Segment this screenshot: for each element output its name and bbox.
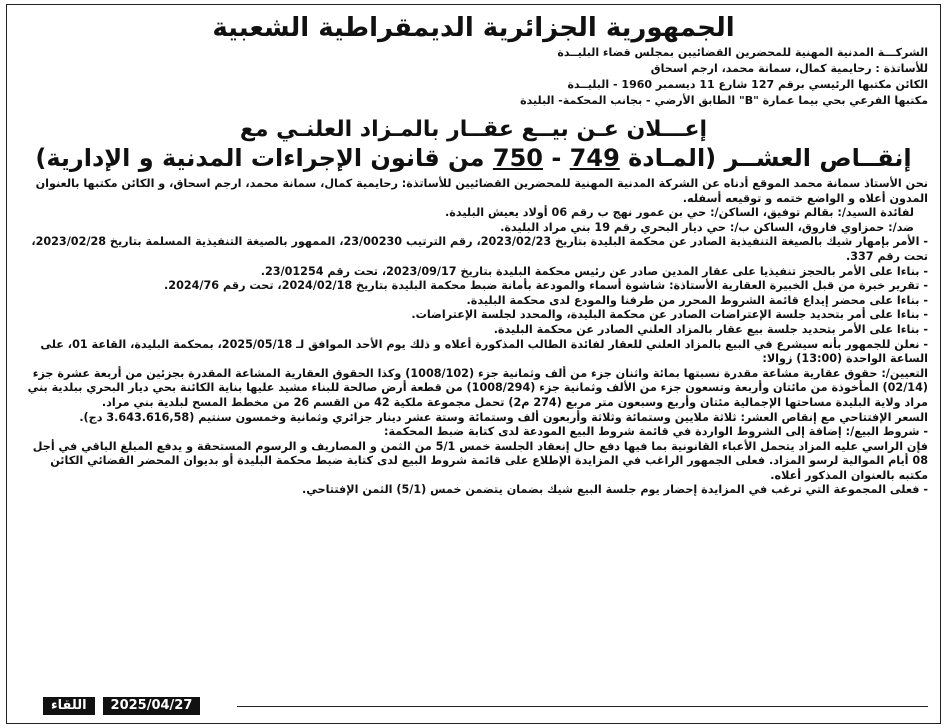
- body-paragraph: - تقرير خبرة من قبل الخبيرة العقارية الأستاذة: شاشوة أسماء والمودعة بأمانة ضبط محكمة البليدة بتاريخ 2024/02/18، تحت رقم 2024/76.: [164, 279, 928, 293]
- branch-office-line: مكتبها الفرعي بحي بيما عمارة "B" الطابق الأرضي - بجانب المحكمة- البليدة: [520, 94, 928, 107]
- footer: [43, 697, 200, 715]
- main-office-line: الكائن مكتبها الرئيسي برقم 127 شارع 11 ديسمبر 1960 - البليــدة: [567, 78, 928, 91]
- announcement-prefix: إنقــاص العشــر (المـادة: [628, 144, 912, 172]
- body-paragraph: - فعلى المجموعة التي ترغب في المزايدة إحضار يوم جلسة البيع شيك بضمان يتضمن خمس (5/1) الثمن الإفتتاحي.: [301, 483, 928, 497]
- announcement-body: [21, 177, 928, 498]
- body-paragraph: - بناءا على محضر إيداع قائمة الشروط المحرر من طرفنا والمودع لدى محكمة البليدة.: [466, 293, 928, 307]
- company-line: الشركـــة المدنية المهنية للمحضرين القضائيين بمجلس قضاء البليــدة: [557, 46, 928, 59]
- announcement-suffix: من قانون الإجراءات المدنية و الإدارية): [35, 144, 485, 172]
- body-paragraph: - الأمر بإمهار شيك بالصيغة التنفيذية الصادر عن محكمة البليدة بتاريخ 2023/02/23، رقم الترتيب 23/00230، الممهور بالصيغة التنفيذية المسلمة بتاريخ 2023/02/28، تحت رقم 337.: [31, 235, 928, 263]
- body-paragraph: - نعلن للجمهور بأنه سيشرع في البيع بالمزاد العلني للعقار لفائدة الطالب المذكورة أعلاه و ذلك يوم الأحد الموافق لـ 2025/05/18، بمحكمة البليدة، القاعة 01، على الساعة الواحدة (13:00) زوالا:: [40, 337, 928, 366]
- announcement-heading-1: إعـــلان عـن بيــع عقــار بالمـزاد العلنـي مع: [239, 117, 708, 142]
- body-paragraph: - بناءا على الأمر بالحجز تنفيذيا على عقار المدين صادر عن رئيس محكمة البليدة بتاريخ 2023/09/17، تحت رقم 23/01254.: [260, 264, 928, 278]
- body-paragraph: فإن الراسي عليه المزاد يتحمل الأعباء القانونية بما فيها دفع حال إنعقاد الجلسة خمس 5/1 من الثمن و المصاريف و الرسوم المستحقة و يدفع المبلغ الباقي في أجل 08 أيام الموالية لرسو المزاد. فعلى الجمهور الراغب في المزايدة الإطلاع على قائمة شروط البيع لدى كتابة ضبط محكمة البليدة أو بديوان المحضر القضائي الكائن مكتبه بالعنوان المذكور أعلاه.: [32, 439, 928, 482]
- body-paragraph: التعيين/: حقوق عقارية مشاعة مقدرة نسبتها بمائة واثنان جزء من ألف وثمانية جزء (1008/102) وكذا الحقوق العقارية المشاعة المقدرة بجزئين من أربعة عشرة جزء (02/14) المأخوذة من مائتان وأربعة وتسعون جزء من الألف وثمانية جزء (1008/294) من قطعة أرض صالحة للبناء مشيد عليها بناية الكائنة بحي ديار البحري ببلدية بني مراد ولاية البليدة مساحتها الإجمالية مئتان وأربع وسبعون متر مربع (274 م2) تحمل مجموعة ملكية 42 من القسم 26 من مخطط المسح لبلدية بني مراد.: [27, 366, 928, 409]
- article-separator: -: [551, 144, 562, 172]
- body-paragraph: - شروط البيع/: إضافة إلى الشروط الواردة في قائمة شروط البيع المودعة لدى كتابة ضبط المحكمة:: [383, 425, 928, 439]
- body-paragraph: - بناءا على أمر بتحديد جلسة الإعتراضات الصادر عن محكمة البليدة، والمحدد لجلسة الإعتراضات.: [411, 308, 928, 322]
- article-750: 750: [492, 144, 543, 172]
- body-paragraph: لفائدة السيد/: بقالم توفيق، الساكن/: حي بن عمور نهج ب رقم 06 أولاد يعيش البليدة.: [445, 206, 914, 220]
- body-paragraph: ضد/: حمزاوي فاروق، الساكن ب/: حي ديار البحري رقم 19 بني مراد البليدة.: [500, 220, 914, 234]
- partners-line: للأساتذة : رحايمية كمال، سمانة محمد، ارجم اسحاق: [650, 62, 928, 75]
- announcement-frame: [6, 4, 941, 724]
- newspaper-name: اللقاء: [43, 697, 95, 715]
- announcement-heading-2: [27, 145, 920, 171]
- footer-divider: [237, 706, 928, 707]
- body-paragraph: نحن الأستاذ سمانة محمد الموقع أدناه عن الشركة المدنية المهنية للمحضرين القضائيين للأساتذة: رحايمية كمال، سمانة محمد، ارجم اسحاق، و الكائن مكتبها بالعنوان المدون أعلاه و الواضع ختمه و توقيعه أسفله.: [35, 177, 928, 205]
- body-paragraph: - بناءا على الأمر بتحديد جلسة بيع عقار بالمزاد العلني الصادر عن محكمة البليدة.: [493, 322, 928, 336]
- republic-title: الجمهورية الجزائرية الديمقراطية الشعبية: [212, 13, 735, 43]
- body-paragraph: السعر الإفتتاحي مع إنقاص العشر: ثلاثة ملايين وستمائة وثلاثة وأربعون ألف وستمائة وستة عشر دينار جزائري وثمانية وخمسون سنتيم (3.643.616,58 دج).: [79, 410, 928, 424]
- publication-date: 2025/04/27: [103, 697, 201, 715]
- article-749: 749: [569, 144, 620, 172]
